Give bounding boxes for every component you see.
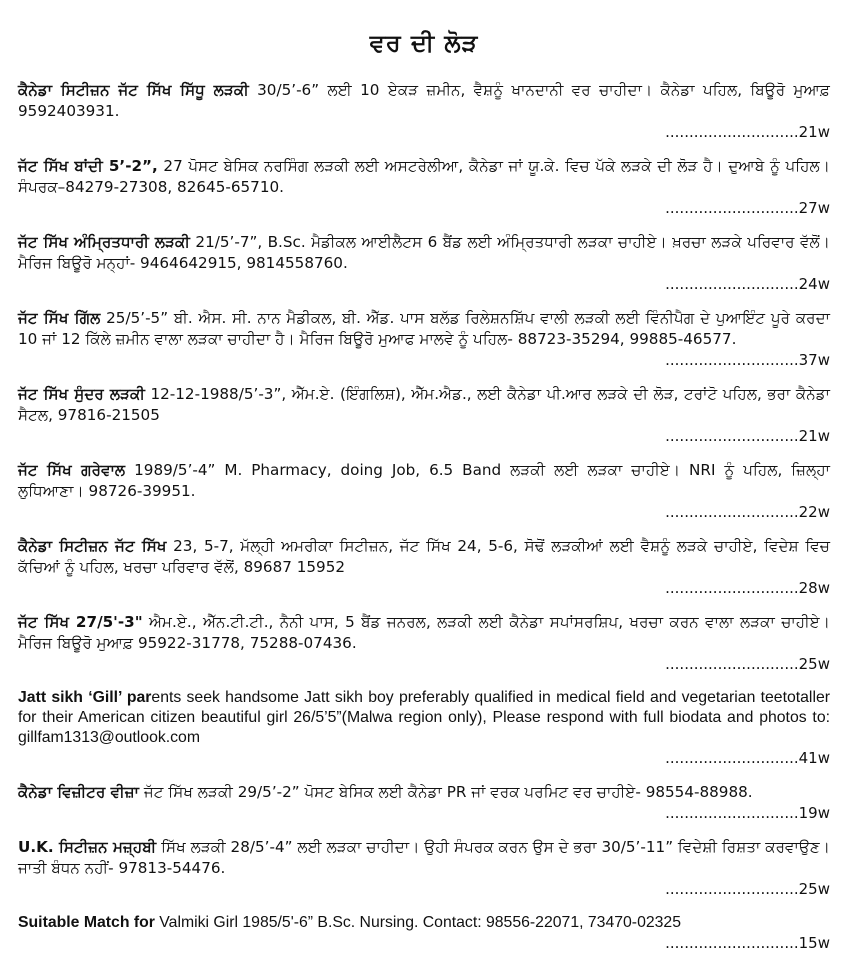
ad-dots: ............................ (665, 123, 799, 141)
ad-code: 22w (798, 503, 830, 521)
ad-lead: Jatt sikh ‘Gill’ par (18, 689, 152, 706)
ad-body: ents seek handsome Jatt sikh boy preferably qualified in medical field and vegetarian teetotaller for their American citizen beautiful girl 26/5’5”(Malwa region only), Please respond with full biodata and photos to: gillfam1313@outlook.com (18, 689, 831, 746)
ad-dots: ............................ (665, 579, 799, 597)
ad-text (18, 460, 830, 502)
ad-item (18, 80, 830, 142)
ad-lead: ਕੈਨੇਡਾ ਸਿਟੀਜ਼ਨ ਜੱਟ ਸਿੱਖ ਸਿੱਧੂ ਲੜਕੀ (18, 81, 249, 99)
ad-lead: U.K. ਸਿਟੀਜ਼ਨ ਮਜ਼੍ਹਬੀ (18, 838, 157, 856)
ad-text (18, 232, 830, 274)
ad-item (18, 460, 830, 522)
ad-lead: ਕੈਨੇਡਾ ਸਿਟੀਜ਼ਨ ਜੱਟ ਸਿੱਖ (18, 537, 167, 555)
ad-item (18, 782, 830, 823)
ad-lead: ਜੱਟ ਸਿੱਖ ਗਰੇਵਾਲ (18, 461, 126, 479)
ad-text (18, 688, 830, 748)
ad-dots: ............................ (665, 351, 799, 369)
ad-code-line (18, 654, 830, 674)
ad-text (18, 156, 830, 198)
ad-dots: ............................ (665, 275, 799, 293)
ad-code-line (18, 502, 830, 522)
ads-list (18, 80, 830, 953)
ad-item (18, 536, 830, 598)
ad-dots: ............................ (665, 934, 799, 952)
ad-body: 12-12-1988/5’-3”, ਐੱਮ.ਏ. (ਇੰਗਲਿਸ਼), ਐੱਮ.ਐਡ., ਲਈ ਕੈਨੇਡਾ ਪੀ.ਆਰ ਲੜਕੇ ਦੀ ਲੋੜ, ਟਰਾਂਟੋ ਪਹਿਲ, ਭਰਾ ਕੈਨੇਡਾ ਸੈਟਲ, 97816-21505 (18, 385, 830, 424)
ad-text (18, 913, 830, 933)
page-title: ਵਰ ਦੀ ਲੋੜ (369, 29, 479, 57)
ad-code-line (18, 198, 830, 218)
ad-code: 41w (798, 749, 830, 767)
ad-lead: ਜੱਟ ਸਿੱਖ ਬਾਂਦੀ 5’-2”, (18, 157, 158, 175)
ad-body: 30/5’-6” ਲਈ 10 ਏਕੜ ਜ਼ਮੀਨ, ਵੈਸ਼ਨੂੰ ਖਾਨਦਾਨੀ ਵਰ ਚਾਹੀਦਾ। ਕੈਨੇਡਾ ਪਹਿਲ, ਬਿਊਰੋ ਮੁਆਫ਼ 9592403931. (18, 81, 830, 120)
ad-code-line (18, 803, 830, 823)
ad-lead: Suitable Match for (18, 914, 155, 931)
ad-dots: ............................ (665, 880, 799, 898)
ad-item (18, 837, 830, 899)
ad-body: ਸਿੱਖ ਲੜਕੀ 28/5’-4” ਲਈ ਲੜਕਾ ਚਾਹੀਦਾ। ਉਹੀ ਸੰਪਰਕ ਕਰਨ ਉਸ ਦੇ ਭਰਾ 30/5’-11” ਵਿਦੇਸ਼ੀ ਰਿਸ਼ਤਾ ਕਰਵਾਉਣ। ਜਾਤੀ ਬੰਧਨ ਨਹੀਂ- 97813-54476. (18, 838, 830, 877)
ad-dots: ............................ (665, 503, 799, 521)
ad-code-line (18, 578, 830, 598)
ad-code: 21w (798, 427, 830, 445)
ad-dots: ............................ (665, 427, 799, 445)
ad-lead: ਜੱਟ ਸਿੱਖ ਗਿੱਲ (18, 309, 101, 327)
ad-body: 23, 5-7, ਮੱਲ੍ਹੀ ਅਮਰੀਕਾ ਸਿਟੀਜ਼ਨ, ਜੱਟ ਸਿੱਖ 24, 5-6, ਸੋਢੋਂ ਲੜਕੀਆਂ ਲਈ ਵੈਸ਼ਨੂੰ ਲੜਕੇ ਚਾਹੀਏ, ਵਿਦੇਸ਼ ਵਿਚ ਕੱਚਿਆਂ ਨੂੰ ਪਹਿਲ, ਖਰਚਾ ਪਰਿਵਾਰ ਵੱਲੋਂ, 89687 15952 (18, 537, 830, 576)
ad-item (18, 612, 830, 674)
ad-item (18, 156, 830, 218)
ad-code: 27w (798, 199, 830, 217)
ad-body: 27 ਪੋਸਟ ਬੇਸਿਕ ਨਰਸਿੰਗ ਲੜਕੀ ਲਈ ਅਸਟਰੇਲੀਆ, ਕੈਨੇਡਾ ਜਾਂ ਯੂ.ਕੇ. ਵਿਚ ਪੱਕੇ ਲੜਕੇ ਦੀ ਲੋੜ ਹੈ। ਦੁਆਬੇ ਨੂੰ ਪਹਿਲ। ਸੰਪਰਕ–84279-27308, 82645-65710. (18, 157, 830, 196)
ad-code-line (18, 274, 830, 294)
ad-code: 24w (798, 275, 830, 293)
ad-text (18, 80, 830, 122)
ad-body: ਐਮ.ਏ., ਐੱਨ.ਟੀ.ਟੀ., ਨੈਨੀ ਪਾਸ, 5 ਬੈਂਡ ਜਨਰਲ, ਲੜਕੀ ਲਈ ਕੈਨੇਡਾ ਸਪਾਂਸਰਸ਼ਿਪ, ਖਰਚਾ ਕਰਨ ਵਾਲਾ ਲੜਕਾ ਚਾਹੀਏ। ਮੈਰਿਜ ਬਿਊਰੋ ਮੁਆਫ਼ 95922-31778, 75288-07436. (18, 613, 831, 652)
ad-code: 21w (798, 123, 830, 141)
ad-code: 25w (798, 880, 830, 898)
ad-code-line (18, 426, 830, 446)
ad-text (18, 837, 830, 879)
ad-dots: ............................ (665, 804, 799, 822)
ad-code: 37w (798, 351, 830, 369)
ad-text (18, 384, 830, 426)
ad-code: 19w (798, 804, 830, 822)
ad-body: ਜੱਟ ਸਿੱਖ ਲੜਕੀ 29/5’-2” ਪੋਸਟ ਬੇਸਿਕ ਲਈ ਕੈਨੇਡਾ PR ਜਾਂ ਵਰਕ ਪਰਮਿਟ ਵਰ ਚਾਹੀਏ- 98554-88988. (139, 783, 753, 801)
ad-dots: ............................ (665, 199, 799, 217)
ad-lead: ਜੱਟ ਸਿੱਖ ਅੰਮ੍ਰਿਤਧਾਰੀ ਲੜਕੀ (18, 233, 190, 251)
ad-body: Valmiki Girl 1985/5'-6” B.Sc. Nursing. Contact: 98556-22071, 73470-02325 (154, 914, 681, 931)
ad-code-line (18, 350, 830, 370)
ad-item (18, 913, 830, 953)
ad-code: 25w (798, 655, 830, 673)
ad-dots: ............................ (665, 655, 799, 673)
ad-lead: ਕੈਨੇਡਾ ਵਿਜ਼ੀਟਰ ਵੀਜ਼ਾ (18, 783, 139, 801)
ad-code: 28w (798, 579, 830, 597)
ad-text (18, 612, 830, 654)
ad-text (18, 782, 830, 803)
ad-code-line (18, 933, 830, 953)
ad-lead: ਜੱਟ ਸਿੱਖ ਸੁੰਦਰ ਲੜਕੀ (18, 385, 145, 403)
ad-item (18, 232, 830, 294)
ad-item (18, 308, 830, 370)
ad-body: 1989/5’-4” M. Pharmacy, doing Job, 6.5 Band ਲੜਕੀ ਲਈ ਲੜਕਾ ਚਾਹੀਏ। NRI ਨੂੰ ਪਹਿਲ, ਜ਼ਿਲ੍ਹਾ ਲੁਧਿਆਣਾ। 98726-39951. (18, 461, 830, 500)
ad-dots: ............................ (665, 749, 799, 767)
ad-item (18, 384, 830, 446)
ad-lead: ਜੱਟ ਸਿੱਖ 27/5'-3" (18, 613, 143, 631)
ad-code-line (18, 122, 830, 142)
ad-code: 15w (798, 934, 830, 952)
ad-body: 21/5’-7”, B.Sc. ਮੈਡੀਕਲ ਆਈਲੈਟਸ 6 ਬੈਂਡ ਲਈ ਅੰਮ੍ਰਿਤਧਾਰੀ ਲੜਕਾ ਚਾਹੀਏ। ਖ਼ਰਚਾ ਲੜਕੇ ਪਰਿਵਾਰ ਵੱਲੋਂ। ਮੈਰਿਜ ਬਿਊਰੋ ਮਨ੍ਹਾਂ- 9464642915, 9814558760. (18, 233, 830, 272)
ad-text (18, 536, 830, 578)
ad-item (18, 688, 830, 768)
ad-code-line (18, 748, 830, 768)
ad-code-line (18, 879, 830, 899)
ad-text (18, 308, 830, 350)
ad-body: 25/5’-5” ਬੀ. ਐਸ. ਸੀ. ਨਾਨ ਮੈਡੀਕਲ, ਬੀ. ਐੱਡ. ਪਾਸ ਬਲੱਡ ਰਿਲੇਸ਼ਨਸ਼ਿੱਪ ਵਾਲੀ ਲੜਕੀ ਲਈ ਵਿੰਨੀਪੈਗ ਦੇ ਪੁਆਇੰਟ ਪੂਰੇ ਕਰਦਾ 10 ਜਾਂ 12 ਕਿੱਲੇ ਜ਼ਮੀਨ ਵਾਲਾ ਲੜਕਾ ਚਾਹੀਦਾ ਹੈ। ਮੈਰਿਜ ਬਿਊਰੋ ਮੁਆਫ ਮਾਲਵੇ ਨੂੰ ਪਹਿਲ- 88723-35294, 99885-46577. (18, 309, 830, 348)
